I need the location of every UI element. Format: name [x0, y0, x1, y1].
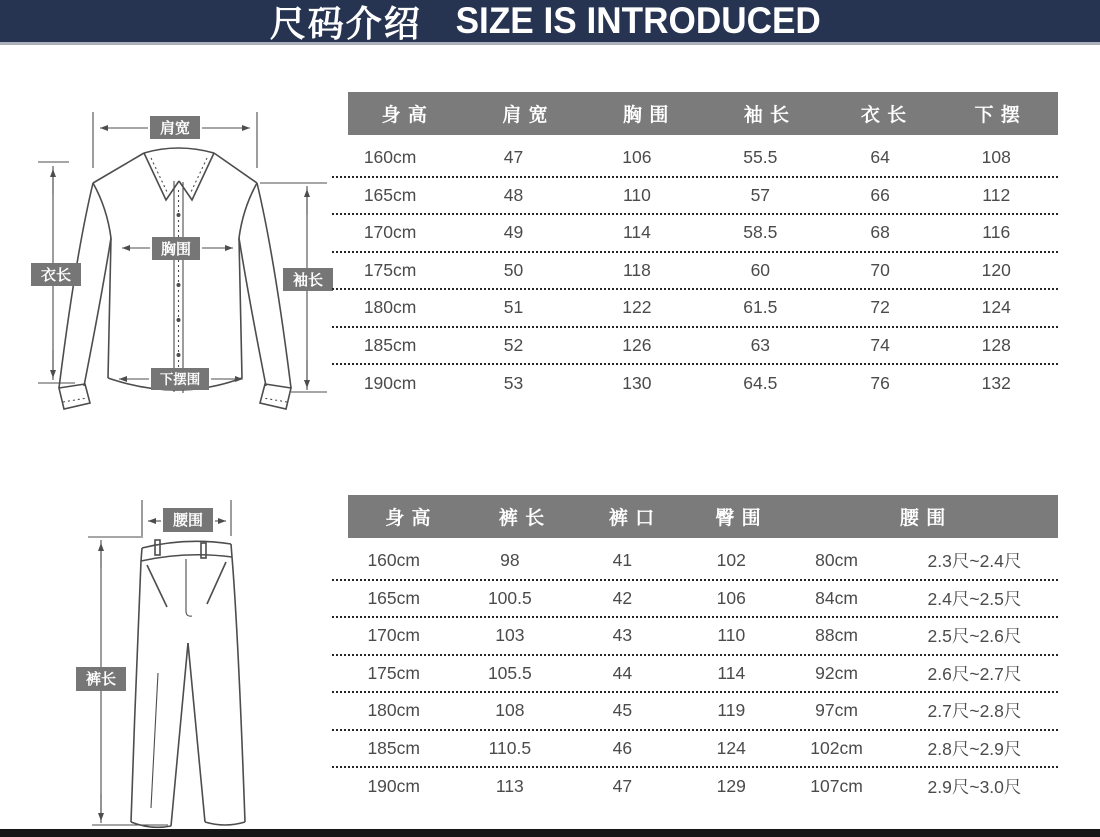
- table-cell: 44: [612, 662, 633, 683]
- table-cell: 105.5: [487, 662, 532, 683]
- sleeve-measure: [260, 183, 333, 392]
- table-cell: 84cm: [815, 587, 858, 608]
- table-cell: 41: [612, 550, 633, 571]
- table-row: [332, 328, 1058, 366]
- table-row: [332, 693, 1058, 731]
- table-cell: 51: [503, 297, 524, 318]
- table-cell: 102: [716, 550, 746, 571]
- table-row: [332, 178, 1058, 216]
- table-cell: 113: [495, 776, 524, 797]
- table-cell: 120: [981, 259, 1011, 280]
- table-cell: 47: [503, 147, 524, 168]
- table-cell: 175cm: [367, 662, 420, 683]
- table-cell: 124: [716, 737, 746, 758]
- table-row: [332, 140, 1058, 178]
- table-cell: 114: [717, 662, 746, 683]
- table-cell: 45: [612, 700, 633, 721]
- table-cell: 46: [612, 737, 633, 758]
- col-header-length: 衣 长: [860, 105, 908, 126]
- table-cell: 116: [982, 222, 1011, 243]
- shoulder-measure: [93, 112, 257, 168]
- col-header-height: 身 高: [385, 508, 432, 529]
- table-row: [332, 253, 1058, 291]
- table-row: [332, 365, 1058, 403]
- table-cell: 2.3尺~2.4尺: [927, 551, 1022, 572]
- table-cell: 58.5: [743, 222, 778, 243]
- table-cell: 100.5: [487, 587, 532, 608]
- waist-measure: [142, 500, 231, 536]
- table-cell: 170cm: [367, 625, 420, 646]
- pants-size-table: [332, 495, 1058, 806]
- table-cell: 50: [503, 259, 524, 280]
- col-header-waist: 腰 围: [899, 508, 947, 529]
- table-cell: 110: [622, 184, 651, 205]
- table-cell: 185cm: [363, 334, 417, 355]
- table-cell: 74: [870, 334, 890, 355]
- table-cell: 66: [870, 184, 890, 205]
- table-cell: 88cm: [815, 625, 858, 646]
- table-cell: 52: [503, 334, 524, 355]
- table-cell: 128: [981, 334, 1011, 355]
- table-cell: 57: [750, 184, 771, 205]
- table-cell: 2.9尺~3.0尺: [927, 777, 1022, 798]
- shoulder-label: 肩宽: [159, 120, 191, 137]
- table-cell: 175cm: [363, 259, 417, 280]
- table-cell: 129: [716, 776, 746, 797]
- table-cell: 49: [503, 222, 524, 243]
- table-row: [332, 543, 1058, 581]
- table-cell: 108: [495, 700, 525, 721]
- table-cell: 42: [612, 587, 633, 608]
- table-cell: 2.7尺~2.8尺: [927, 701, 1022, 722]
- table-cell: 108: [981, 147, 1011, 168]
- table-cell: 103: [495, 625, 525, 646]
- table-cell: 68: [870, 222, 890, 243]
- table-cell: 70: [870, 259, 890, 280]
- table-cell: 53: [503, 373, 524, 394]
- table-cell: 185cm: [367, 737, 420, 758]
- pants-length-label: 裤长: [85, 671, 117, 688]
- table-cell: 119: [717, 700, 746, 721]
- table-cell: 107cm: [810, 776, 863, 797]
- sleeve-label: 袖长: [292, 272, 324, 289]
- table-cell: 60: [750, 259, 771, 280]
- table-row: [332, 656, 1058, 694]
- table-cell: 122: [622, 297, 652, 318]
- banner-title-cn: 尺码介绍: [269, 2, 422, 44]
- table-cell: 2.4尺~2.5尺: [927, 588, 1022, 609]
- table-cell: 114: [622, 222, 651, 243]
- table-cell: 190cm: [367, 776, 420, 797]
- table-cell: 47: [612, 776, 633, 797]
- col-header-chest: 胸 围: [623, 105, 670, 126]
- table-row: [332, 290, 1058, 328]
- bottom-divider-bar: [0, 829, 1100, 837]
- length-label: 衣长: [40, 267, 72, 284]
- waist-label: 腰围: [172, 512, 204, 529]
- table-row: [332, 215, 1058, 253]
- table-cell: 110: [717, 625, 746, 646]
- table-cell: 2.6尺~2.7尺: [927, 663, 1022, 684]
- table-cell: 180cm: [367, 700, 420, 721]
- col-header-leg-opening: 裤 口: [608, 508, 656, 529]
- table-cell: 160cm: [363, 147, 417, 168]
- shirt-size-table: [332, 92, 1058, 403]
- table-cell: 132: [981, 373, 1011, 394]
- table-cell: 102cm: [810, 737, 863, 758]
- table-cell: 76: [870, 373, 890, 394]
- table-row: [332, 768, 1058, 806]
- table-cell: 92cm: [815, 662, 858, 683]
- col-header-pants-length: 裤 长: [498, 508, 546, 529]
- pants-table-header: [348, 495, 1058, 538]
- table-cell: 2.5尺~2.6尺: [927, 626, 1022, 647]
- table-cell: 2.8尺~2.9尺: [927, 738, 1022, 759]
- table-cell: 98: [500, 550, 520, 571]
- col-header-shoulder: 肩 宽: [502, 105, 549, 126]
- banner-title-en: SIZE IS INTRODUCED: [455, 0, 821, 41]
- hem-label: 下摆围: [159, 372, 201, 387]
- table-cell: 106: [622, 147, 652, 168]
- table-cell: 112: [982, 184, 1011, 205]
- table-cell: 80cm: [815, 550, 858, 571]
- table-cell: 170cm: [363, 222, 417, 243]
- chest-label: 胸围: [160, 241, 192, 258]
- table-cell: 180cm: [363, 297, 417, 318]
- table-cell: 118: [622, 259, 651, 280]
- shirt-table-header: [348, 92, 1058, 135]
- table-cell: 110.5: [488, 737, 532, 758]
- table-cell: 190cm: [363, 373, 417, 394]
- table-cell: 48: [503, 184, 524, 205]
- table-cell: 55.5: [743, 147, 778, 168]
- table-cell: 72: [870, 297, 890, 318]
- table-cell: 43: [612, 625, 633, 646]
- table-row: [332, 731, 1058, 769]
- pants-diagram: [55, 478, 355, 837]
- col-header-hip: 臀 围: [715, 508, 762, 529]
- length-measure: [31, 162, 81, 383]
- table-row: [332, 581, 1058, 619]
- table-cell: 64.5: [743, 373, 778, 394]
- col-header-sleeve: 袖 长: [743, 105, 791, 126]
- table-cell: 124: [981, 297, 1011, 318]
- table-cell: 130: [622, 373, 652, 394]
- banner: [0, 0, 1100, 45]
- col-header-hem: 下 摆: [974, 105, 1021, 126]
- table-cell: 64: [870, 147, 890, 168]
- table-row: [332, 618, 1058, 656]
- col-header-height: 身 高: [381, 105, 428, 126]
- pants-outline: [131, 540, 245, 827]
- table-cell: 126: [622, 334, 652, 355]
- shirt-diagram: [5, 50, 345, 470]
- chest-measure: [122, 237, 233, 260]
- pants-table-body: [332, 543, 1058, 806]
- shirt-table-body: [332, 140, 1058, 403]
- table-cell: 165cm: [367, 587, 420, 608]
- table-cell: 160cm: [367, 550, 420, 571]
- table-cell: 165cm: [363, 184, 417, 205]
- table-cell: 97cm: [815, 700, 858, 721]
- table-cell: 106: [716, 587, 746, 608]
- table-cell: 61.5: [743, 297, 778, 318]
- table-cell: 63: [750, 334, 771, 355]
